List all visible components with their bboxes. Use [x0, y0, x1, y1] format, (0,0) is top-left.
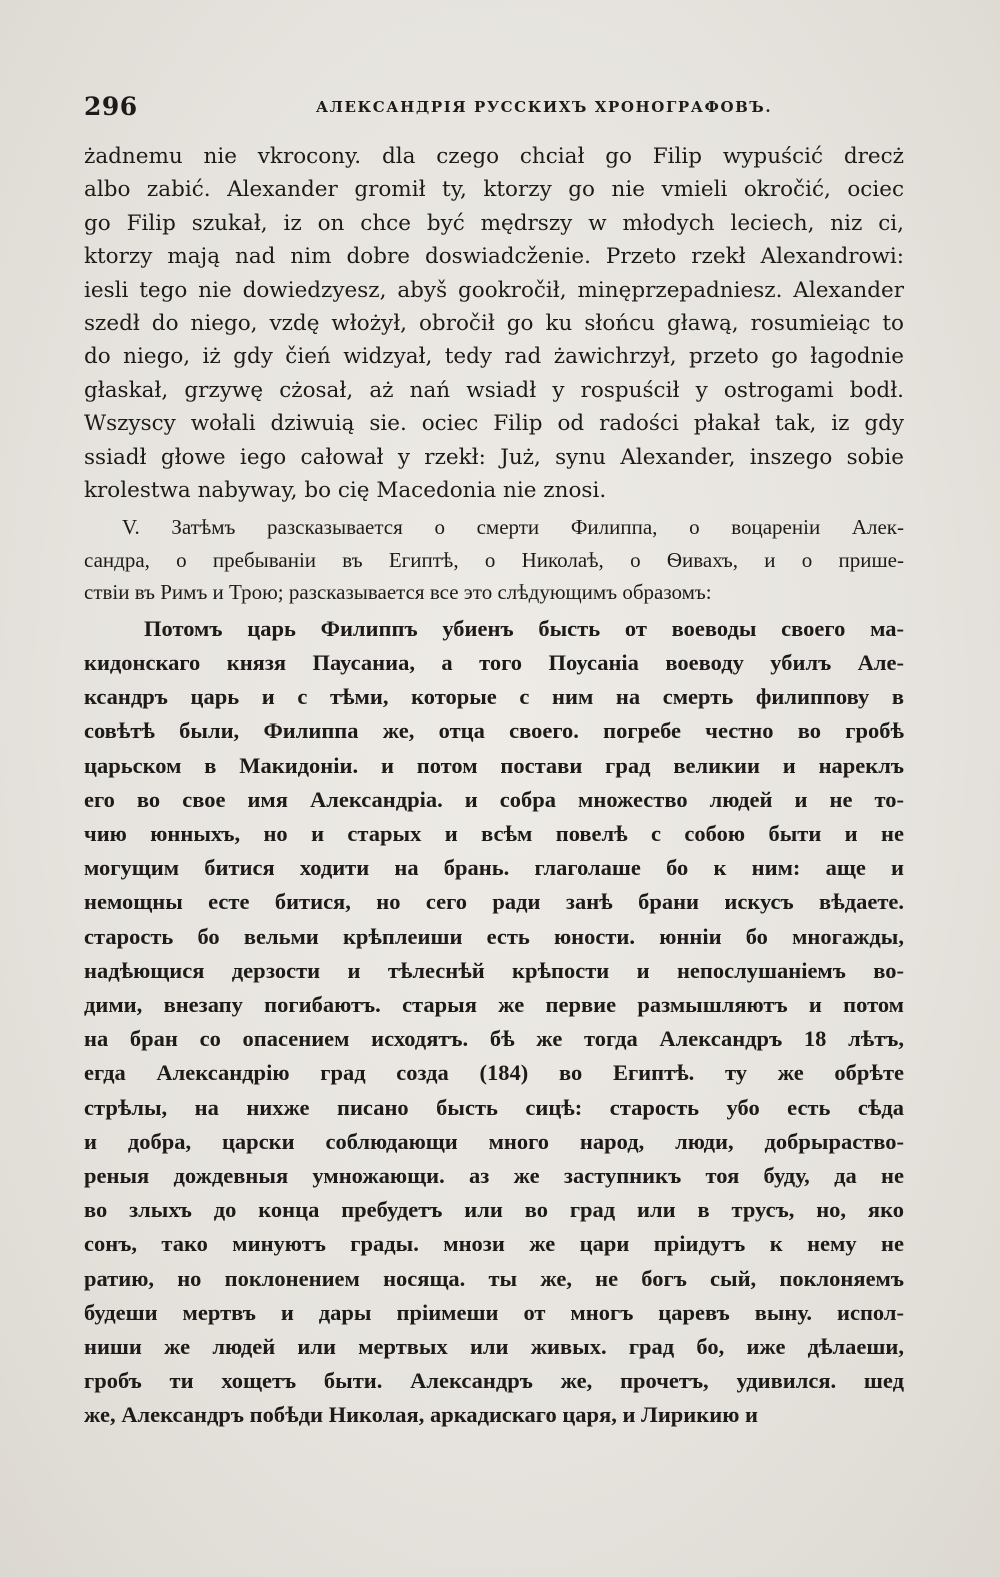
text-line: ратию, но поклонением носяща. ты же, не богъ сый, поклоняемъ: [84, 1265, 904, 1291]
text-line: сандра, о пребываніи въ Египтѣ, о Николаѣ, о Ѳивахъ, и о прише-: [84, 547, 904, 572]
text-line: żadnemu nie vkrocony. dla czego chciał go Filip wypuścić drecż: [84, 144, 904, 169]
running-title: АЛЕКСАНДРІЯ РУССКИХЪ ХРОНОГРАФОВЪ.: [315, 98, 773, 116]
text-line: ксандръ царь и с тѣми, которые с ним на смерть филиппову в: [84, 684, 904, 710]
text-line: albo zabić. Alexander gromił ty, ktorzy go nie vmieli okročić, ociec: [84, 177, 904, 203]
text-line: V. Затѣмъ разсказывается о смерти Филиппа, о воцареніи Алек-: [122, 515, 904, 540]
text-line: егда Александрію град созда (184) во Египтѣ. ту же обрѣте: [84, 1060, 904, 1086]
text-line: дими, внезапу погибаютъ. старыя же первие размышляютъ и потом: [84, 991, 904, 1017]
page-header: [84, 92, 904, 132]
text-line: немощны есте битися, но сего ради занѣ брани искусъ вѣдаете.: [84, 889, 904, 915]
text-line: Wszyscy wołali dziwuią sie. ociec Filip od radości płakał tak, iz gdy: [84, 411, 904, 437]
text-line: ssiadł głowe iego całował y rzekł: Już, synu Alexander, inszego sobie: [84, 444, 904, 470]
text-line: do niego, iż gdy čień widzyał, tedy rad żawichrzył, przeto go łagodnie: [84, 344, 904, 370]
section-summary-paragraph: [84, 511, 904, 608]
text-line: Потомъ царь Филиппъ убиенъ бысть от воеводы своего ма-: [144, 615, 904, 641]
text-line: ktorzy mają nad nim dobre doswiadcženie. Przeto rzekł Alexandrowi:: [84, 244, 904, 270]
text-line: стрѣлы, на нихже писано бысть сицѣ: старость убо есть сѣда: [84, 1094, 904, 1120]
text-line: царьском в Макидоніи. и потом постави град великии и нареклъ: [84, 752, 904, 778]
text-line: go Filip szukał, iz on chce być mędrszy w młodych leciech, niz ci,: [84, 210, 904, 236]
text-line: во злыхъ до конца пребудетъ или во град или в трусъ, но, яко: [84, 1197, 904, 1223]
text-line: могущим битися ходити на брань. глаголаше бо к ним: аще и: [84, 855, 904, 881]
text-line: iesli tego nie dowiedzyesz, abyš gookročił, minęprzepadniesz. Alexander: [84, 277, 904, 303]
chronograph-text-paragraph: [84, 612, 904, 1433]
text-line: же, Александръ побѣди Николая, аркадискаго царя, и Лирикию и: [84, 1402, 758, 1428]
page-body: [84, 140, 904, 1433]
page-number: 296: [84, 92, 138, 121]
text-line: совѣтѣ были, Филиппа же, отца своего. погребе честно во гробѣ: [84, 718, 904, 744]
text-line: надѣющися дерзости и тѣлеснѣй крѣпости и непослушаніемъ во-: [84, 957, 904, 983]
polish-quote-paragraph: [84, 140, 904, 507]
text-line: ствіи въ Римъ и Трою; разсказывается все это слѣдующимъ образомъ:: [84, 580, 712, 605]
text-line: гробъ ти хощетъ быти. Александръ же, прочетъ, удивился. шед: [84, 1368, 904, 1394]
text-line: szedł do niego, vzdę włożył, obročił go ku słońcu gławą, rosumieiąc to: [84, 311, 904, 337]
text-line: и добра, царски соблюдающи много народ, люди, добрыраство-: [84, 1128, 904, 1154]
text-line: реныя дождевныя умножающи. аз же заступникъ тоя буду, да не: [84, 1162, 904, 1188]
text-line: его во свое имя Александріа. и собра множество людей и не то-: [84, 786, 904, 812]
text-line: будеши мертвъ и дары пріимеши от многъ царевъ выну. испол-: [84, 1299, 904, 1325]
text-line: сонъ, тако минуютъ грады. мнози же цари пріидутъ к нему не: [84, 1231, 904, 1257]
text-line: старость бо вельми крѣплеиши есть юности. юнніи бо многажды,: [84, 923, 904, 949]
text-line: krolestwa nabyway, bo cię Macedonia nie znosi.: [84, 478, 607, 504]
text-line: чию юнныхъ, но и старых и всѣм повелѣ с собою быти и не: [84, 820, 904, 846]
text-line: на бран со опасением исходятъ. бѣ же тогда Александръ 18 лѣтъ,: [84, 1026, 904, 1052]
text-line: кидонскаго князя Паусаниа, а того Поусаніа воеводу убилъ Але-: [84, 649, 904, 675]
text-line: głaskał, grzywę cżosał, aż nań wsiadł y rospuścił y ostrogami bodł.: [84, 377, 904, 403]
text-line: ниши же людей или мертвых или живых. град бо, иже дѣлаеши,: [84, 1333, 904, 1359]
